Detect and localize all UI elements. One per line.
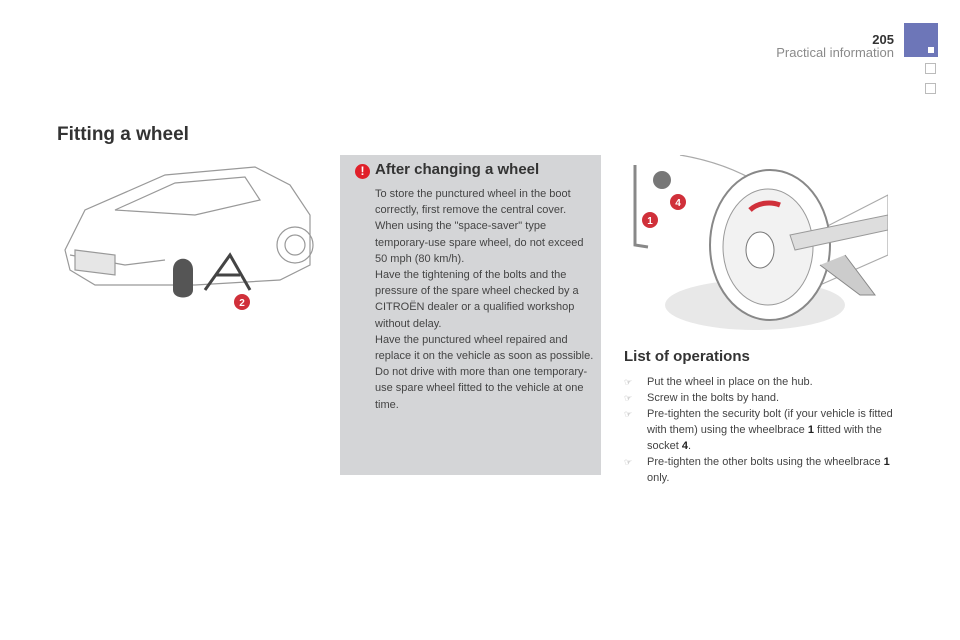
car-jack-illustration [55,155,320,315]
pointing-hand-icon: ☞ [624,377,633,387]
label-1: 1 [647,216,653,227]
nav-square [925,83,936,94]
callout-paragraph: Have the tightening of the bolts and the pressure of the spare wheel checked by a CITROËN dealer or a qualified workshop without delay. [375,269,579,330]
pointing-hand-icon: ☞ [624,393,633,403]
pointing-hand-icon: ☞ [624,409,633,419]
callout-paragraph: Have the punctured wheel repaired and replace it on the vehicle as soon as possible. [375,333,594,363]
callout-paragraph: Do not drive with more than one temporary-use spare wheel fitted to the vehicle at one time. [375,366,588,411]
wheel-fitting-illustration [620,155,888,335]
warning-icon: ! [355,164,370,179]
operations-list [624,374,894,486]
section-title: Practical information [776,45,894,60]
nav-square [925,63,936,74]
list-item: ☞ Pre-tighten the security bolt (if your vehicle is fitted with them) using the wheelbrace 1 fitted with the socket 4. [624,408,893,452]
warning-callout [340,155,601,475]
section-tab [904,23,938,57]
callout-paragraph: When using the "space-saver" type temporary-use spare wheel, do not exceed 50 mph (80 km/h). [375,220,584,265]
page-number: 205 [872,32,894,47]
label-4: 4 [675,198,681,209]
label-2: 2 [239,298,245,309]
operations-title: List of operations [624,348,750,365]
list-item: ☞ Screw in the bolts by hand. [624,392,780,404]
pointing-hand-icon: ☞ [624,457,633,467]
list-item: ☞ Put the wheel in place on the hub. [624,376,813,388]
callout-paragraph: To store the punctured wheel in the boot correctly, first remove the central cover. [375,188,571,217]
list-item: ☞ Pre-tighten the other bolts using the wheelbrace 1 only. [624,456,890,484]
callout-heading: After changing a wheel [375,161,540,178]
page-title: Fitting a wheel [57,124,189,145]
